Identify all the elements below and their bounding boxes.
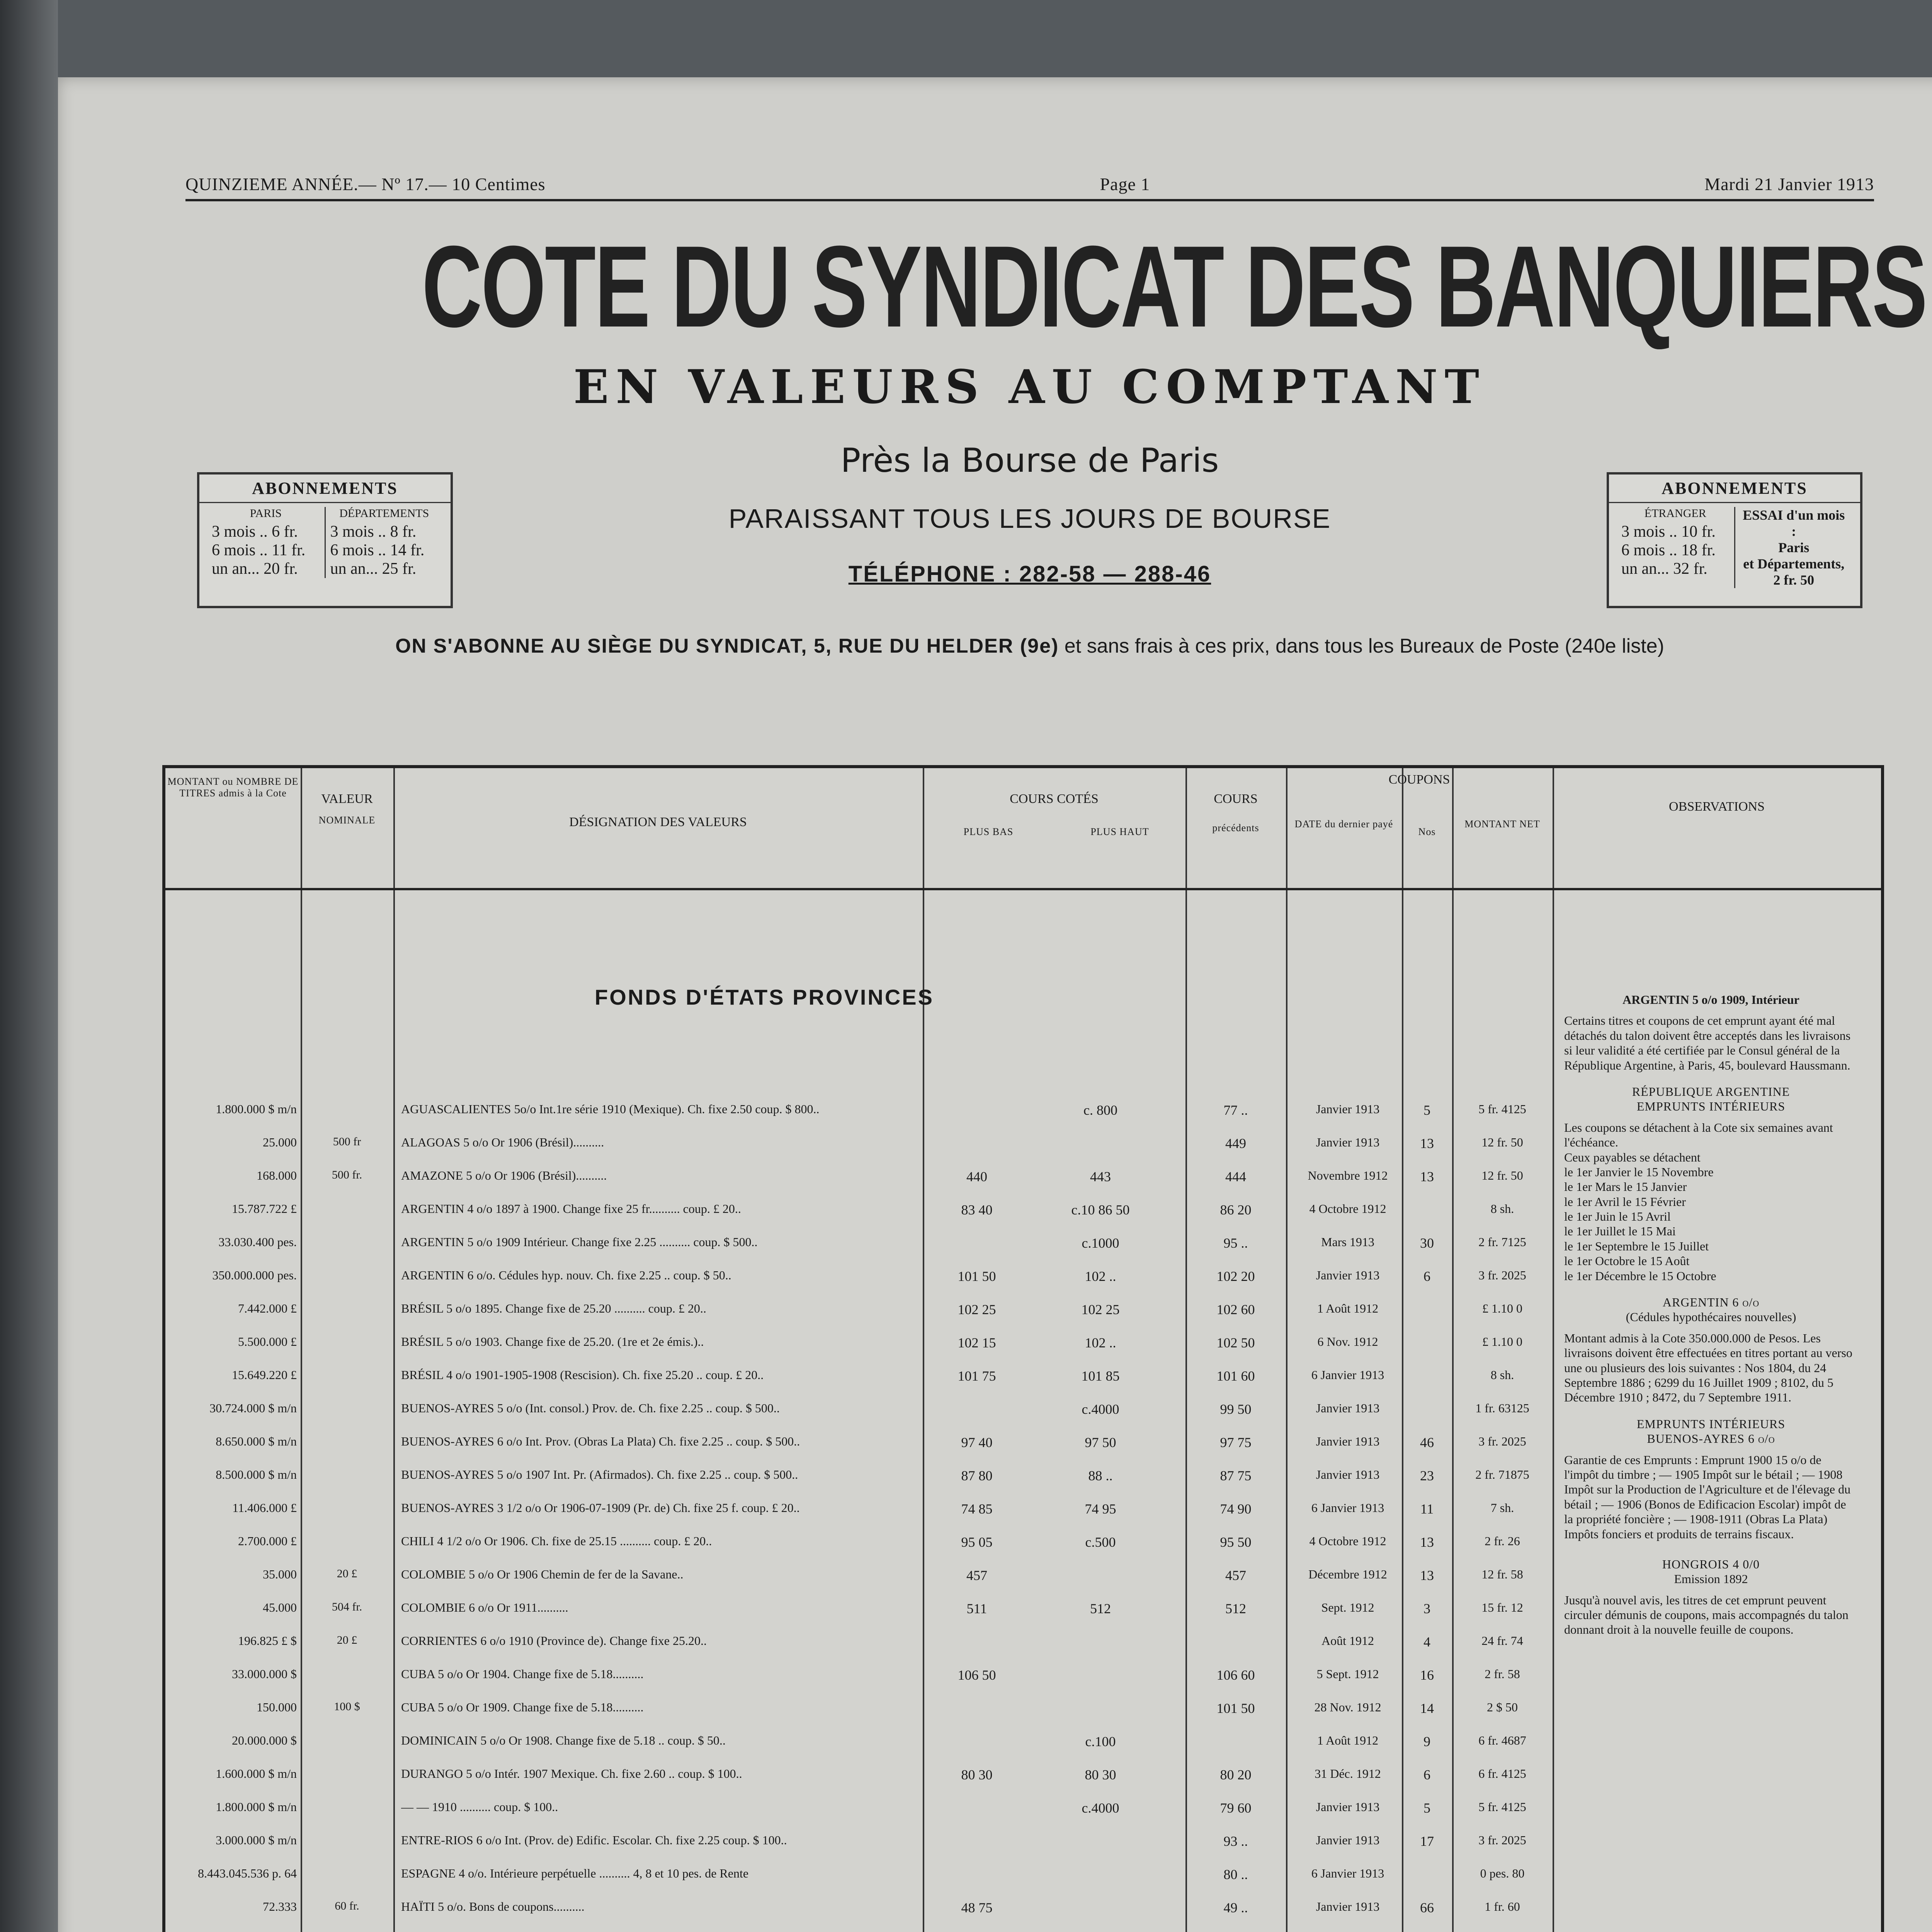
row-plus-haut: c.1000 bbox=[1082, 1235, 1119, 1251]
row-cours-precedent: 101 60 bbox=[1216, 1368, 1255, 1384]
location-line: Près la Bourse de Paris bbox=[840, 441, 1219, 480]
row-designation: CHILI 4 1/2 o/o Or 1906. Ch. fixe de 25.15 .......... coup. £ 20.. bbox=[401, 1534, 712, 1548]
obs-payable: le 1er Avril le 15 Février bbox=[1564, 1194, 1686, 1209]
etranger-rate: 6 mois .. 18 fr. bbox=[1621, 541, 1716, 559]
row-plus-bas: 97 40 bbox=[961, 1435, 993, 1450]
trial-line: et Départements, bbox=[1743, 556, 1845, 571]
row-montant: 8.650.000 $ m/n bbox=[216, 1434, 297, 1448]
row-cours-precedent: 93 .. bbox=[1223, 1833, 1248, 1849]
col-cours: COURS bbox=[1214, 792, 1258, 806]
row-plus-haut: 512 bbox=[1090, 1601, 1111, 1616]
obs-text: Certains titres et coupons de cet emprunt ayant été mal détachés du talon doivent être acceptés dans les livraisons si leur validité a été certifiée par le Consul général de la République Argentine, à Paris, 45, boulevard Haussmann. bbox=[1564, 1014, 1851, 1072]
row-designation: DURANGO 5 o/o Intér. 1907 Mexique. Ch. fixe 2.60 .. coup. $ 100.. bbox=[401, 1767, 742, 1781]
row-plus-haut: 102 25 bbox=[1081, 1302, 1120, 1317]
etranger-head: ÉTRANGER bbox=[1644, 507, 1706, 520]
row-cours-precedent: 102 20 bbox=[1216, 1269, 1255, 1284]
row-montant: 30.724.000 $ m/n bbox=[209, 1401, 297, 1415]
table-row bbox=[165, 1798, 1881, 1818]
row-coupon-net: 12 fr. 58 bbox=[1481, 1567, 1523, 1581]
row-plus-haut: 97 50 bbox=[1085, 1435, 1116, 1450]
row-cours-precedent: 80 20 bbox=[1220, 1767, 1252, 1782]
row-plus-bas: 83 40 bbox=[961, 1202, 993, 1218]
col-montant-net: MONTANT NET bbox=[1464, 818, 1540, 830]
table-row bbox=[165, 1765, 1881, 1785]
subscriptions-heading: ABONNEMENTS bbox=[199, 474, 451, 503]
row-designation: BRÉSIL 5 o/o 1895. Change fixe de 25.20 .......... coup. £ 20.. bbox=[401, 1301, 706, 1315]
col-date: DATE du dernier payé bbox=[1294, 818, 1393, 830]
header-band bbox=[185, 426, 1874, 627]
row-montant: 196.825 £ $ bbox=[238, 1634, 297, 1648]
obs-title: ARGENTIN 6 o/o bbox=[1662, 1295, 1760, 1310]
row-plus-bas: 106 50 bbox=[957, 1667, 996, 1683]
obs-subtitle: Emission 1892 bbox=[1674, 1572, 1748, 1586]
row-designation: AMAZONE 5 o/o Or 1906 (Brésil).......... bbox=[401, 1168, 607, 1182]
row-plus-haut: c.4000 bbox=[1082, 1401, 1119, 1417]
row-plus-bas: 457 bbox=[966, 1568, 987, 1583]
row-cours-precedent: 79 60 bbox=[1220, 1800, 1252, 1816]
row-plus-bas: 102 15 bbox=[957, 1335, 996, 1350]
row-plus-bas: 48 75 bbox=[961, 1900, 993, 1915]
paris-rate: un an... 20 fr. bbox=[212, 560, 298, 578]
row-plus-haut: c.10 86 50 bbox=[1071, 1202, 1130, 1218]
row-coupon-net: 3 fr. 2025 bbox=[1478, 1833, 1526, 1847]
row-designation: DOMINICAIN 5 o/o Or 1908. Change fixe de 5.18 .. coup. $ 50.. bbox=[401, 1733, 726, 1747]
row-valeur: 500 fr. bbox=[332, 1168, 362, 1181]
row-cours-precedent: 457 bbox=[1225, 1568, 1246, 1583]
obs-subtitle: BUENOS-AYRES 6 o/o bbox=[1647, 1432, 1775, 1446]
row-valeur: 20 £ bbox=[337, 1567, 357, 1580]
row-coupon-date: Décembre 1912 bbox=[1308, 1567, 1387, 1581]
row-plus-haut: 443 bbox=[1090, 1169, 1111, 1184]
subscribe-rest: et sans frais à ces prix, dans tous les Bureaux de Poste (240e liste) bbox=[1064, 635, 1664, 657]
departements-rate: 6 mois .. 14 fr. bbox=[330, 541, 425, 559]
row-coupon-date: 4 Octobre 1912 bbox=[1309, 1202, 1386, 1216]
row-montant: 350.000.000 pes. bbox=[212, 1268, 297, 1282]
row-coupon-date: Janvier 1913 bbox=[1316, 1401, 1380, 1415]
row-designation: — — 1910 .......... coup. $ 100.. bbox=[401, 1800, 558, 1814]
row-coupon-number: 46 bbox=[1420, 1435, 1434, 1450]
page-content bbox=[185, 174, 1927, 658]
row-coupon-number: 11 bbox=[1420, 1501, 1434, 1517]
row-designation: ARGENTIN 6 o/o. Cédules hyp. nouv. Ch. fixe 2.25 .. coup. $ 50.. bbox=[401, 1268, 731, 1282]
row-coupon-number: 6 bbox=[1423, 1269, 1430, 1284]
obs-payable: le 1er Janvier le 15 Novembre bbox=[1564, 1165, 1714, 1179]
obs-title: ARGENTIN 5 o/o 1909, Intérieur bbox=[1622, 993, 1799, 1007]
row-coupon-number: 6 bbox=[1423, 1767, 1430, 1782]
obs-text: Montant admis à la Cote 350.000.000 de Pesos. Les livraisons doivent être effectuées en titres portant au verso une ou plusieurs des lois suivantes : Nos 1804, du 24 Septembre 1886 ; 6299 du 16 Juillet 1909 ; 8102, du 5 Décembre 1910 ; 8472, du 7 Septembre 1911. bbox=[1564, 1331, 1852, 1405]
row-coupon-net: 12 fr. 50 bbox=[1481, 1135, 1523, 1149]
table-row bbox=[165, 1665, 1881, 1685]
row-coupon-date: Sept. 1912 bbox=[1321, 1600, 1374, 1614]
binding-gutter bbox=[0, 0, 58, 1932]
obs-text: Les coupons se détachent à la Cote six semaines avant l'échéance. bbox=[1564, 1120, 1833, 1150]
row-designation: ARGENTIN 4 o/o 1897 à 1900. Change fixe 25 fr.......... coup. £ 20.. bbox=[401, 1202, 741, 1216]
row-coupon-net: 0 pes. 80 bbox=[1480, 1866, 1525, 1880]
row-montant: 1.600.000 $ m/n bbox=[216, 1767, 297, 1781]
row-coupon-net: 5 fr. 4125 bbox=[1478, 1102, 1526, 1116]
paris-head: PARIS bbox=[250, 507, 282, 520]
row-cours-precedent: 444 bbox=[1225, 1169, 1246, 1184]
row-coupon-date: Janvier 1913 bbox=[1316, 1102, 1380, 1116]
newspaper-page bbox=[58, 77, 1932, 1932]
row-cours-precedent: 106 60 bbox=[1216, 1667, 1255, 1683]
row-plus-haut: 101 85 bbox=[1081, 1368, 1120, 1384]
col-valeur: VALEUR bbox=[321, 792, 373, 806]
col-montant: MONTANT ou NOMBRE DE TITRES admis à la Cote bbox=[167, 776, 299, 799]
obs-text: Ceux payables se détachent bbox=[1564, 1150, 1701, 1164]
row-coupon-number: 13 bbox=[1420, 1169, 1434, 1184]
row-montant: 150.000 bbox=[257, 1700, 297, 1714]
row-designation: BUENOS-AYRES 5 o/o 1907 Int. Pr. (Afirmados). Ch. fixe 2.25 .. coup. $ 500.. bbox=[401, 1468, 798, 1481]
row-coupon-net: 24 fr. 74 bbox=[1481, 1634, 1523, 1648]
row-montant: 8.500.000 $ m/n bbox=[216, 1468, 297, 1481]
row-cours-precedent: 97 75 bbox=[1220, 1435, 1252, 1450]
row-coupon-net: 1 fr. 63125 bbox=[1475, 1401, 1529, 1415]
row-plus-bas: 102 25 bbox=[957, 1302, 996, 1317]
row-cours-precedent: 77 .. bbox=[1223, 1102, 1248, 1118]
table-row bbox=[165, 1732, 1881, 1752]
row-coupon-net: 6 fr. 4687 bbox=[1478, 1733, 1526, 1747]
row-montant: 45.000 bbox=[263, 1600, 297, 1614]
row-coupon-net: 8 sh. bbox=[1490, 1202, 1514, 1216]
frequency-line: PARAISSANT TOUS LES JOURS DE BOURSE bbox=[728, 503, 1331, 534]
row-plus-bas: 101 75 bbox=[957, 1368, 996, 1384]
etranger-rate: un an... 32 fr. bbox=[1621, 560, 1708, 578]
row-plus-bas: 511 bbox=[966, 1601, 987, 1616]
row-coupon-date: Mars 1913 bbox=[1321, 1235, 1374, 1249]
row-cours-precedent: 449 bbox=[1225, 1136, 1246, 1151]
row-valeur: 60 fr. bbox=[335, 1900, 359, 1912]
col-coupons: COUPONS bbox=[1388, 772, 1450, 787]
row-coupon-net: 2 $ 50 bbox=[1487, 1700, 1518, 1714]
row-coupon-date: Janvier 1913 bbox=[1316, 1434, 1380, 1448]
row-montant: 3.000.000 $ m/n bbox=[216, 1833, 297, 1847]
row-coupon-number: 13 bbox=[1420, 1534, 1434, 1550]
row-coupon-net: 15 fr. 12 bbox=[1481, 1600, 1523, 1614]
trial-line: Paris bbox=[1778, 540, 1810, 555]
row-coupon-net: 5 fr. 4125 bbox=[1478, 1800, 1526, 1814]
row-plus-bas: 95 05 bbox=[961, 1534, 993, 1550]
obs-payable: le 1er Septembre le 15 Juillet bbox=[1564, 1239, 1709, 1253]
row-valeur: 100 $ bbox=[334, 1700, 360, 1713]
row-montant: 15.649.220 £ bbox=[232, 1368, 297, 1382]
row-designation: CORRIENTES 6 o/o 1910 (Province de). Change fixe 25.20.. bbox=[401, 1634, 707, 1648]
col-cours-cotes: COURS COTÉS bbox=[1010, 792, 1099, 806]
row-plus-haut: c.100 bbox=[1085, 1734, 1116, 1749]
row-coupon-date: 6 Janvier 1913 bbox=[1311, 1866, 1384, 1880]
row-coupon-net: 8 sh. bbox=[1490, 1368, 1514, 1382]
row-plus-bas: 101 50 bbox=[957, 1269, 996, 1284]
observations-column bbox=[1564, 992, 1858, 1637]
table-row bbox=[165, 1832, 1881, 1852]
row-montant: 2.700.000 £ bbox=[238, 1534, 297, 1548]
row-coupon-number: 5 bbox=[1423, 1102, 1430, 1118]
row-designation: COLOMBIE 5 o/o Or 1906 Chemin de fer de la Savane.. bbox=[401, 1567, 684, 1581]
row-plus-haut: 102 .. bbox=[1085, 1335, 1116, 1350]
header-center bbox=[533, 441, 1526, 587]
quotation-table bbox=[162, 765, 1884, 1932]
row-coupon-number: 17 bbox=[1420, 1833, 1434, 1849]
obs-subtitle: (Cédules hypothécaires nouvelles) bbox=[1626, 1310, 1796, 1324]
obs-text: Garantie de ces Emprunts : Emprunt 1900 15 o/o de l'impôt du timbre ; — 1905 Impôt sur le bétail ; — 1908 Impôt sur la Production de l'Agriculture et de l'élevage du bétail ; — 1906 (Bonos de Edificacion Escolar) impôt de la propriété foncière ; — 1908-1911 (Obras La Plata) Impôts fonciers et produits de terrains fiscaux. bbox=[1564, 1452, 1851, 1541]
row-coupon-net: 2 fr. 7125 bbox=[1478, 1235, 1526, 1249]
row-cours-precedent: 99 50 bbox=[1220, 1401, 1252, 1417]
row-designation: BUENOS-AYRES 5 o/o (Int. consol.) Prov. de. Ch. fixe 2.25 .. coup. $ 500.. bbox=[401, 1401, 780, 1415]
col-precedents: précédents bbox=[1212, 822, 1259, 833]
row-designation: CUBA 5 o/o Or 1909. Change fixe de 5.18.......... bbox=[401, 1700, 644, 1714]
etranger-rate: 3 mois .. 10 fr. bbox=[1621, 523, 1716, 541]
row-coupon-date: 4 Octobre 1912 bbox=[1309, 1534, 1386, 1548]
row-coupon-net: £ 1.10 0 bbox=[1482, 1301, 1522, 1315]
row-coupon-number: 5 bbox=[1423, 1800, 1430, 1816]
row-coupon-date: Janvier 1913 bbox=[1316, 1800, 1380, 1814]
row-coupon-net: £ 1.10 0 bbox=[1482, 1335, 1522, 1349]
departements-head: DÉPARTEMENTS bbox=[339, 507, 429, 520]
subscriptions-heading: ABONNEMENTS bbox=[1609, 474, 1860, 503]
row-coupon-date: 6 Janvier 1913 bbox=[1311, 1368, 1384, 1382]
row-plus-bas: 74 85 bbox=[961, 1501, 993, 1517]
row-montant: 35.000 bbox=[263, 1567, 297, 1581]
row-coupon-net: 3 fr. 2025 bbox=[1478, 1268, 1526, 1282]
row-coupon-date: 1 Août 1912 bbox=[1317, 1301, 1379, 1315]
row-coupon-date: Janvier 1913 bbox=[1316, 1833, 1380, 1847]
row-montant: 33.000.000 $ bbox=[232, 1667, 297, 1681]
row-designation: AGUASCALIENTES 5o/o Int.1re série 1910 (Mexique). Ch. fixe 2.50 coup. $ 800.. bbox=[401, 1102, 820, 1116]
row-montant: 72.333 bbox=[263, 1900, 297, 1913]
row-plus-haut: c.4000 bbox=[1082, 1800, 1119, 1816]
row-coupon-number: 30 bbox=[1420, 1235, 1434, 1251]
obs-title: EMPRUNTS INTÉRIEURS bbox=[1636, 1417, 1786, 1431]
row-designation: BUENOS-AYRES 6 o/o Int. Prov. (Obras La Plata) Ch. fixe 2.25 .. coup. $ 500.. bbox=[401, 1434, 800, 1448]
row-montant: 168.000 bbox=[257, 1168, 297, 1182]
trial-title: ESSAI d'un mois : bbox=[1743, 507, 1845, 539]
row-coupon-net: 2 fr. 71875 bbox=[1475, 1468, 1529, 1481]
col-designation: DÉSIGNATION DES VALEURS bbox=[569, 815, 747, 829]
obs-payable: le 1er Juin le 15 Avril bbox=[1564, 1209, 1671, 1224]
row-plus-haut: 88 .. bbox=[1088, 1468, 1113, 1483]
page-number: Page 1 bbox=[1100, 174, 1150, 194]
row-designation: ARGENTIN 5 o/o 1909 Intérieur. Change fixe 2.25 .......... coup. $ 500.. bbox=[401, 1235, 758, 1249]
row-designation: BRÉSIL 4 o/o 1901-1905-1908 (Rescision). Ch. fixe 25.20 .. coup. £ 20.. bbox=[401, 1368, 764, 1382]
row-coupon-date: Janvier 1913 bbox=[1316, 1268, 1380, 1282]
row-cours-precedent: 102 60 bbox=[1216, 1302, 1255, 1317]
row-valeur: 20 £ bbox=[337, 1634, 357, 1646]
row-montant: 8.443.045.536 p. 64 bbox=[198, 1866, 297, 1880]
row-coupon-number: 13 bbox=[1420, 1568, 1434, 1583]
row-coupon-date: Janvier 1913 bbox=[1316, 1468, 1380, 1481]
col-plus-haut: PLUS HAUT bbox=[1090, 826, 1149, 837]
col-observations: OBSERVATIONS bbox=[1669, 799, 1765, 814]
table-row bbox=[165, 1865, 1881, 1885]
issue-date: Mardi 21 Janvier 1913 bbox=[1704, 174, 1874, 194]
row-coupon-date: Août 1912 bbox=[1321, 1634, 1374, 1648]
row-designation: BUENOS-AYRES 3 1/2 o/o Or 1906-07-1909 (Pr. de) Ch. fixe 25 f. coup. £ 20.. bbox=[401, 1501, 800, 1515]
obs-payable: le 1er Juillet le 15 Mai bbox=[1564, 1224, 1676, 1238]
row-montant: 1.800.000 $ m/n bbox=[216, 1102, 297, 1116]
row-montant: 5.500.000 £ bbox=[238, 1335, 297, 1349]
row-coupon-net: 1 fr. 60 bbox=[1485, 1900, 1520, 1913]
masthead-title: COTE DU SYNDICAT DES BANQUIERS bbox=[422, 221, 1927, 351]
row-coupon-number: 9 bbox=[1423, 1734, 1430, 1749]
row-coupon-net: 12 fr. 50 bbox=[1481, 1168, 1523, 1182]
telephone-line: TÉLÉPHONE : 282-58 — 288-46 bbox=[848, 561, 1211, 587]
row-cours-precedent: 74 90 bbox=[1220, 1501, 1252, 1517]
paris-rate: 6 mois .. 11 fr. bbox=[212, 541, 306, 559]
row-coupon-date: Janvier 1913 bbox=[1316, 1900, 1380, 1913]
row-coupon-net: 6 fr. 4125 bbox=[1478, 1767, 1526, 1781]
row-coupon-net: 7 sh. bbox=[1490, 1501, 1514, 1515]
row-cours-precedent: 49 .. bbox=[1223, 1900, 1248, 1915]
obs-payable: le 1er Décembre le 15 Octobre bbox=[1564, 1269, 1716, 1283]
row-cours-precedent: 102 50 bbox=[1216, 1335, 1255, 1350]
row-plus-haut: 74 95 bbox=[1085, 1501, 1116, 1517]
row-cours-precedent: 101 50 bbox=[1216, 1701, 1255, 1716]
row-plus-haut: 80 30 bbox=[1085, 1767, 1116, 1782]
row-plus-bas: 87 80 bbox=[961, 1468, 993, 1483]
row-plus-bas: 80 30 bbox=[961, 1767, 993, 1782]
row-designation: COLOMBIE 6 o/o Or 1911.......... bbox=[401, 1600, 568, 1614]
row-coupon-date: 1 Août 1912 bbox=[1317, 1733, 1379, 1747]
row-plus-haut: c.500 bbox=[1085, 1534, 1116, 1550]
section-title: FONDS D'ÉTATS PROVINCES bbox=[595, 985, 934, 1009]
row-plus-haut: 102 .. bbox=[1085, 1269, 1116, 1284]
subscribe-line bbox=[185, 634, 1874, 658]
table-header bbox=[165, 768, 1881, 890]
issue-info: QUINZIEME ANNÉE.— Nº 17.— 10 Centimes bbox=[185, 174, 546, 194]
row-coupon-net: 2 fr. 26 bbox=[1485, 1534, 1520, 1548]
row-designation: HAÏTI 5 o/o. Bons de coupons.......... bbox=[401, 1900, 585, 1913]
row-coupon-date: 5 Sept. 1912 bbox=[1316, 1667, 1379, 1681]
row-montant: 11.406.000 £ bbox=[232, 1501, 297, 1515]
obs-payable: le 1er Octobre le 15 Août bbox=[1564, 1254, 1690, 1268]
col-nos: Nos bbox=[1418, 826, 1436, 837]
row-designation: ENTRE-RIOS 6 o/o Int. (Prov. de) Edific. Escolar. Ch. fixe 2.25 coup. $ 100.. bbox=[401, 1833, 787, 1847]
row-valeur: 504 fr. bbox=[332, 1600, 362, 1613]
obs-title: RÉPUBLIQUE ARGENTINE bbox=[1632, 1084, 1790, 1099]
row-coupon-number: 4 bbox=[1423, 1634, 1430, 1650]
row-designation: ALAGOAS 5 o/o Or 1906 (Brésil).......... bbox=[401, 1135, 604, 1149]
row-coupon-net: 3 fr. 2025 bbox=[1478, 1434, 1526, 1448]
row-cours-precedent: 95 50 bbox=[1220, 1534, 1252, 1550]
top-line bbox=[185, 174, 1874, 201]
row-coupon-number: 16 bbox=[1420, 1667, 1434, 1683]
row-coupon-date: 6 Nov. 1912 bbox=[1317, 1335, 1378, 1349]
row-coupon-date: Novembre 1912 bbox=[1308, 1168, 1388, 1182]
obs-title: HONGROIS 4 0/0 bbox=[1662, 1557, 1760, 1571]
row-coupon-number: 3 bbox=[1423, 1601, 1430, 1616]
row-valeur: 500 fr bbox=[333, 1135, 361, 1148]
row-plus-bas: 440 bbox=[966, 1169, 987, 1184]
row-montant: 7.442.000 £ bbox=[238, 1301, 297, 1315]
trial-line: 2 fr. 50 bbox=[1773, 572, 1815, 588]
paris-rate: 3 mois .. 6 fr. bbox=[212, 523, 298, 541]
row-montant: 25.000 bbox=[263, 1135, 297, 1149]
row-coupon-net: 2 fr. 58 bbox=[1485, 1667, 1520, 1681]
row-cours-precedent: 86 20 bbox=[1220, 1202, 1252, 1218]
row-cours-precedent: 512 bbox=[1225, 1601, 1246, 1616]
departements-rate: 3 mois .. 8 fr. bbox=[330, 523, 417, 541]
col-plus-bas: PLUS BAS bbox=[963, 826, 1014, 837]
row-designation: BRÉSIL 5 o/o 1903. Change fixe de 25.20. (1re et 2e émis.).. bbox=[401, 1335, 704, 1349]
obs-text: Jusqu'à nouvel avis, les titres de cet emprunt peuvent circuler démunis de coupons, mais accompagnés du talon donnant droit à la nouvelle feuille de coupons. bbox=[1564, 1593, 1849, 1637]
row-cours-precedent: 95 .. bbox=[1223, 1235, 1248, 1251]
row-designation: CUBA 5 o/o Or 1904. Change fixe de 5.18.......... bbox=[401, 1667, 644, 1681]
row-coupon-number: 66 bbox=[1420, 1900, 1434, 1915]
row-cours-precedent: 87 75 bbox=[1220, 1468, 1252, 1483]
row-coupon-date: 6 Janvier 1913 bbox=[1311, 1501, 1384, 1515]
masthead-subtitle: EN VALEURS AU COMPTANT bbox=[573, 360, 1486, 414]
row-coupon-number: 14 bbox=[1420, 1701, 1434, 1716]
subscriptions-france bbox=[197, 472, 453, 608]
row-plus-haut: c. 800 bbox=[1083, 1102, 1117, 1118]
row-montant: 20.000.000 $ bbox=[232, 1733, 297, 1747]
obs-subtitle: EMPRUNTS INTÉRIEURS bbox=[1636, 1099, 1786, 1114]
row-coupon-date: 28 Nov. 1912 bbox=[1314, 1700, 1381, 1714]
row-coupon-date: 31 Déc. 1912 bbox=[1315, 1767, 1381, 1781]
obs-payable: le 1er Mars le 15 Janvier bbox=[1564, 1180, 1687, 1194]
table-row bbox=[165, 1699, 1881, 1719]
subscriptions-abroad bbox=[1607, 472, 1862, 608]
col-valeur-sub: NOMINALE bbox=[318, 815, 376, 826]
departements-rate: un an... 25 fr. bbox=[330, 560, 417, 578]
row-montant: 33.030.400 pes. bbox=[218, 1235, 297, 1249]
row-cours-precedent: 80 .. bbox=[1223, 1867, 1248, 1882]
row-designation: ESPAGNE 4 o/o. Intérieure perpétuelle .......... 4, 8 et 10 pes. de Rente bbox=[401, 1866, 749, 1880]
table-row bbox=[165, 1898, 1881, 1918]
row-coupon-date: Janvier 1913 bbox=[1316, 1135, 1380, 1149]
row-montant: 15.787.722 £ bbox=[232, 1202, 297, 1216]
row-montant: 1.800.000 $ m/n bbox=[216, 1800, 297, 1814]
row-coupon-number: 13 bbox=[1420, 1136, 1434, 1151]
subscribe-bold: ON S'ABONNE AU SIÈGE DU SYNDICAT, 5, RUE DU HELDER (9e) bbox=[395, 635, 1059, 657]
row-coupon-number: 23 bbox=[1420, 1468, 1434, 1483]
